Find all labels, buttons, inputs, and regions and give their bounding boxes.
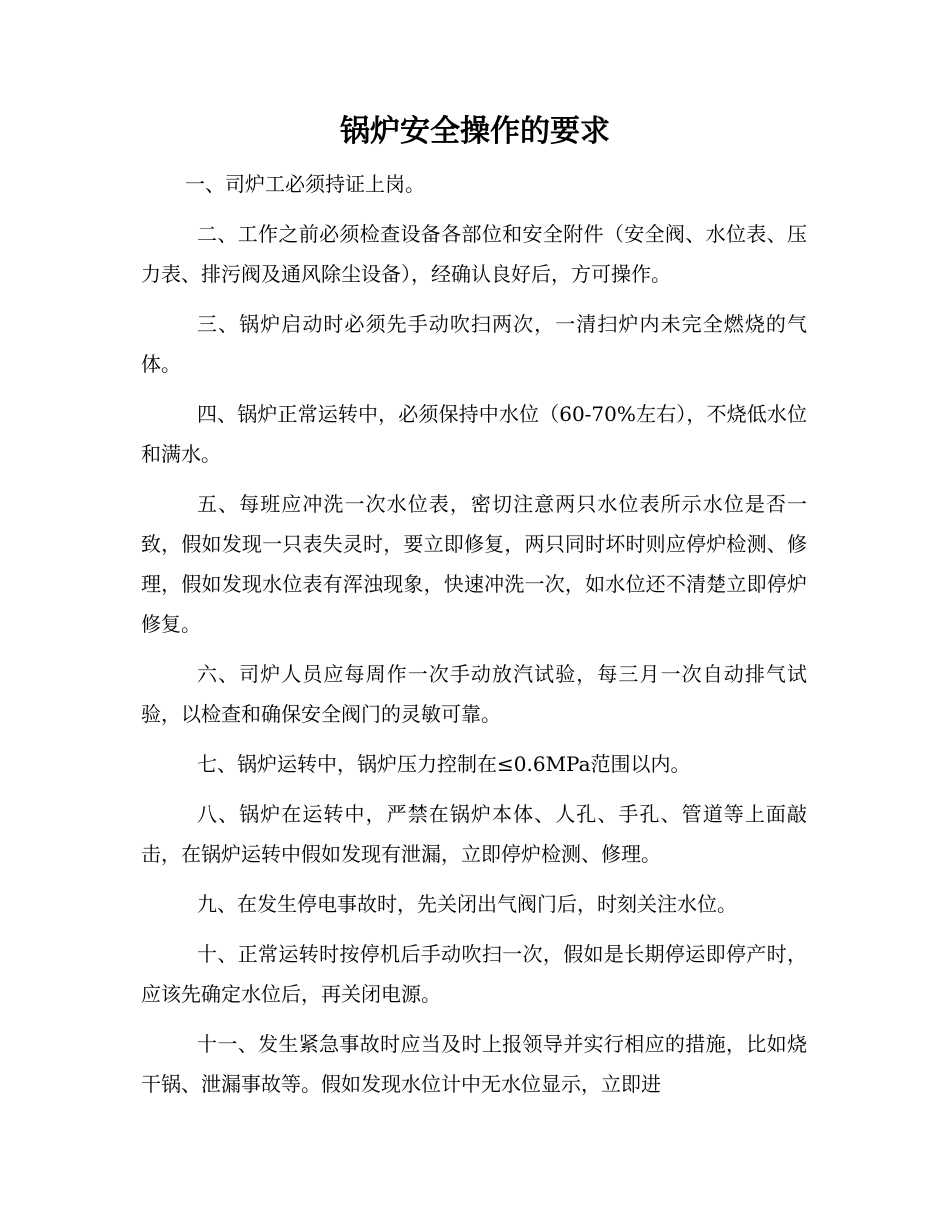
paragraph-7: 七、锅炉运转中，锅炉压力控制在≤0.6MPa范围以内。 [197,752,691,776]
paragraph-11: 十一、发生紧急事故时应当及时上报领导并实行相应的措施，比如烧干锅、泄漏事故等。假如发现水位计中无水位显示，立即进 [141,1032,807,1096]
paragraph-8: 八、锅炉在运转中，严禁在锅炉本体、人孔、手孔、管道等上面敲击，在锅炉运转中假如发现有泄漏，立即停炉检测、修理。 [141,802,807,866]
paragraph-3: 三、锅炉启动时必须先手动吹扫两次，一清扫炉内未完全燃烧的气体。 [141,312,807,376]
paragraph-5: 五、每班应冲洗一次水位表，密切注意两只水位表所示水位是否一致，假如发现一只表失灵时，要立即修复，两只同时坏时则应停炉检测、修理，假如发现水位表有浑浊现象，快速冲洗一次，如水位还不清楚立即停炉修复。 [141,492,807,636]
paragraph-1: 一、司炉工必须持证上岗。 [185,172,425,196]
paragraph-6: 六、司炉人员应每周作一次手动放汽试验，每三月一次自动排气试验，以检查和确保安全阀门的灵敏可靠。 [141,662,807,726]
paragraph-4: 四、锅炉正常运转中，必须保持中水位（60-70%左右），不烧低水位和满水。 [141,402,807,466]
document-body [141,164,807,1114]
document-title: 锅炉安全操作的要求 [340,114,610,149]
paragraph-2: 二、工作之前必须检查设备各部位和安全附件（安全阀、水位表、压力表、排污阀及通风除尘设备），经确认良好后，方可操作。 [141,222,807,286]
paragraph-10: 十、正常运转时按停机后手动吹扫一次，假如是长期停运即停产时，应该先确定水位后，再关闭电源。 [141,942,807,1006]
paragraph-9: 九、在发生停电事故时，先关闭出气阀门后，时刻关注水位。 [197,892,737,916]
